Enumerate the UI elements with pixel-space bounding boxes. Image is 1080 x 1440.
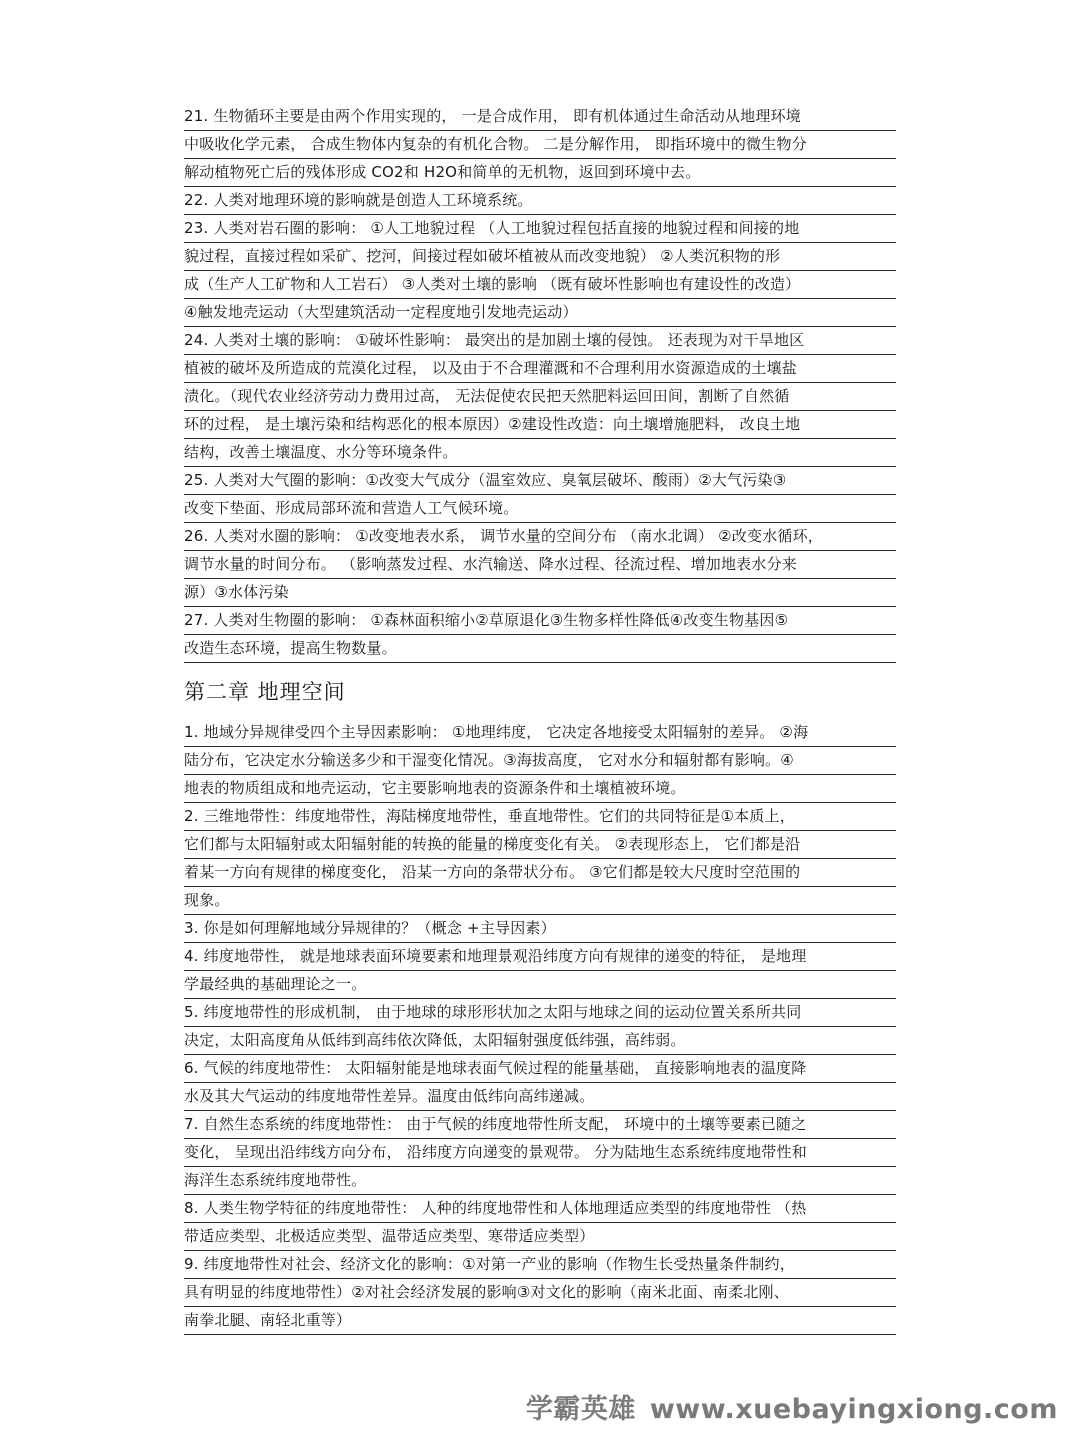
paragraph-2 <box>184 803 896 915</box>
paragraph-24 <box>184 327 896 467</box>
text-line: 它们都与太阳辐射或太阳辐射能的转换的能量的梯度变化有关。 ②表现形态上， 它们都是沿 <box>184 831 896 859</box>
text-line: 25. 人类对大气圈的影响：①改变大气成分（温室效应、臭氧层破坏、酸雨）②大气污染③ <box>184 467 896 495</box>
paragraph-27 <box>184 607 896 663</box>
chapter-title: 第二章 地理空间 <box>184 680 346 704</box>
paragraph-8 <box>184 1195 896 1251</box>
paragraph-22 <box>184 187 896 215</box>
text-line: 26. 人类对水圈的影响： ①改变地表水系， 调节水量的空间分布 （南水北调） ②改变水循环， <box>184 523 896 551</box>
text-line: 决定，太阳高度角从低纬到高纬依次降低，太阳辐射强度低纬强，高纬弱。 <box>184 1027 896 1055</box>
paragraph-21 <box>184 103 896 187</box>
text-line: 具有明显的纬度地带性）②对社会经济发展的影响③对文化的影响（南米北面、南柔北刚、 <box>184 1279 896 1307</box>
text-line: ④触发地壳运动（大型建筑活动一定程度地引发地壳运动） <box>184 299 896 327</box>
text-line: 带适应类型、北极适应类型、温带适应类型、寒带适应类型） <box>184 1223 896 1251</box>
paragraph-23 <box>184 215 896 327</box>
text-line: 水及其大气运动的纬度地带性差异。温度由低纬向高纬递减。 <box>184 1083 896 1111</box>
text-line: 6. 气候的纬度地带性： 太阳辐射能是地球表面气候过程的能量基础， 直接影响地表的温度降 <box>184 1055 896 1083</box>
text-line: 源）③水体污染 <box>184 579 896 607</box>
paragraph-25 <box>184 467 896 523</box>
watermark-url: www.xuebayingxiong.com <box>649 1394 1058 1425</box>
text-line: 4. 纬度地带性， 就是地球表面环境要素和地理景观沿纬度方向有规律的递变的特征， 是地理 <box>184 943 896 971</box>
text-line: 现象。 <box>184 887 896 915</box>
text-line: 地表的物质组成和地壳运动，它主要影响地表的资源条件和土壤植被环境。 <box>184 775 896 803</box>
text-line: 学最经典的基础理论之一。 <box>184 971 896 999</box>
section-human-impact <box>184 103 896 663</box>
paragraph-9 <box>184 1251 896 1335</box>
paragraph-7 <box>184 1111 896 1195</box>
paragraph-3 <box>184 915 896 943</box>
text-line: 海洋生态系统纬度地带性。 <box>184 1167 896 1195</box>
text-line: 22. 人类对地理环境的影响就是创造人工环境系统。 <box>184 187 896 215</box>
text-line: 陆分布，它决定水分输送多少和干湿变化情况。③海拔高度， 它对水分和辐射都有影响。④ <box>184 747 896 775</box>
text-line: 解动植物死亡后的残体形成 CO2和 H2O和简单的无机物，返回到环境中去。 <box>184 159 896 187</box>
text-line: 23. 人类对岩石圈的影响： ①人工地貌过程 （人工地貌过程包括直接的地貌过程和间接的地 <box>184 215 896 243</box>
paragraph-1 <box>184 719 896 803</box>
text-line: 渍化。（现代农业经济劳动力费用过高， 无法促使农民把天然肥料运回田间，割断了自然循 <box>184 383 896 411</box>
text-line: 3. 你是如何理解地域分异规律的？（概念 +主导因素） <box>184 915 896 943</box>
text-line: 7. 自然生态系统的纬度地带性： 由于气候的纬度地带性所支配， 环境中的土壤等要素已随之 <box>184 1111 896 1139</box>
text-line: 调节水量的时间分布。 （影响蒸发过程、水汽输送、降水过程、径流过程、增加地表水分来 <box>184 551 896 579</box>
text-line: 21. 生物循环主要是由两个作用实现的， 一是合成作用， 即有机体通过生命活动从地理环境 <box>184 103 896 131</box>
paragraph-4 <box>184 943 896 999</box>
document-page <box>184 103 896 1335</box>
paragraph-6 <box>184 1055 896 1111</box>
text-line: 27. 人类对生物圈的影响： ①森林面积缩小②草原退化③生物多样性降低④改变生物基因⑤ <box>184 607 896 635</box>
text-line: 中吸收化学元素， 合成生物体内复杂的有机化合物。 二是分解作用， 即指环境中的微生物分 <box>184 131 896 159</box>
text-line: 着某一方向有规律的梯度变化， 沿某一方向的条带状分布。 ③它们都是较大尺度时空范围的 <box>184 859 896 887</box>
text-line: 2. 三维地带性：纬度地带性，海陆梯度地带性，垂直地带性。它们的共同特征是①本质上， <box>184 803 896 831</box>
text-line: 8. 人类生物学特征的纬度地带性： 人种的纬度地带性和人体地理适应类型的纬度地带性 （热 <box>184 1195 896 1223</box>
text-line: 变化， 呈现出沿纬线方向分布， 沿纬度方向递变的景观带。 分为陆地生态系统纬度地带性和 <box>184 1139 896 1167</box>
text-line: 改变下垫面、形成局部环流和营造人工气候环境。 <box>184 495 896 523</box>
site-watermark <box>526 1387 1058 1426</box>
text-line: 改造生态环境，提高生物数量。 <box>184 635 896 663</box>
text-line: 环的过程， 是土壤污染和结构恶化的根本原因）②建设性改造：向土壤增施肥料， 改良土地 <box>184 411 896 439</box>
paragraph-26 <box>184 523 896 607</box>
text-line: 南拳北腿、南轻北重等） <box>184 1307 896 1335</box>
text-line: 植被的破坏及所造成的荒漠化过程， 以及由于不合理灌溉和不合理利用水资源造成的土壤盐 <box>184 355 896 383</box>
text-line: 结构，改善土壤温度、水分等环境条件。 <box>184 439 896 467</box>
paragraph-5 <box>184 999 896 1055</box>
text-line: 1. 地域分异规律受四个主导因素影响： ①地理纬度， 它决定各地接受太阳辐射的差异。 ②海 <box>184 719 896 747</box>
text-line: 9. 纬度地带性对社会、经济文化的影响：①对第一产业的影响（作物生长受热量条件制约， <box>184 1251 896 1279</box>
text-line: 5. 纬度地带性的形成机制， 由于地球的球形形状加之太阳与地球之间的运动位置关系所共同 <box>184 999 896 1027</box>
text-line: 24. 人类对土壤的影响： ①破坏性影响： 最突出的是加剧土壤的侵蚀。 还表现为对干旱地区 <box>184 327 896 355</box>
text-line: 成（生产人工矿物和人工岩石） ③人类对土壤的影响 （既有破坏性影响也有建设性的改造） <box>184 271 896 299</box>
text-line: 貌过程，直接过程如采矿、挖河，间接过程如破坏植被从而改变地貌） ②人类沉积物的形 <box>184 243 896 271</box>
section-geographic-space <box>184 719 896 1335</box>
watermark-brand: 学霸英雄 <box>525 1394 636 1425</box>
